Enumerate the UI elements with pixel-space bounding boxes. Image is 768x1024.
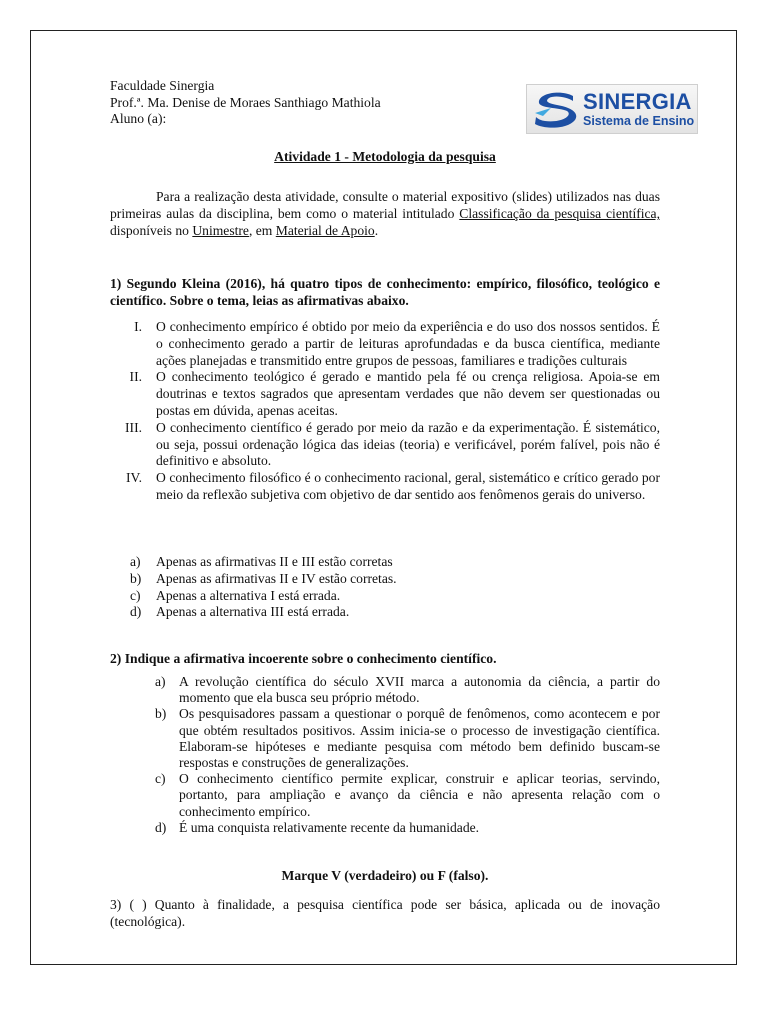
option-letter: b) [130, 570, 142, 586]
statement-item [110, 369, 660, 419]
statement-item [110, 319, 660, 369]
statement-number: III. [125, 419, 142, 435]
professor-name: Prof.ª. Ma. Denise de Moraes Santhiago Mathiola [110, 94, 381, 110]
option-text: Apenas as afirmativas II e III estão corretas [156, 554, 393, 569]
question-2-title: 2) Indique a afirmativa incoerente sobre o conhecimento científico. [110, 651, 497, 666]
option-text: É uma conquista relativamente recente da humanidade. [179, 819, 480, 835]
option-text: A revolução científica do século XVII marca a autonomia da ciência, a partir do momento que ela busca seu próprio método. [179, 674, 660, 706]
option-letter: a) [130, 554, 141, 569]
option-item[interactable] [155, 674, 660, 706]
option-item[interactable] [130, 571, 660, 588]
statement-text: O conhecimento científico é gerado por meio da razão e da experimentação. É sistemático, ou seja, possui ordenação lógica das ideias (teoria) e verificável, porém falível, pois não é definitivo e absoluto. [156, 419, 660, 469]
statement-number: II. [129, 369, 142, 385]
intro-text: disponíveis no [110, 223, 193, 238]
link-classificacao: Classificação da pesquisa científica, [459, 206, 660, 221]
option-letter: b) [155, 706, 167, 722]
statement-text: O conhecimento teológico é gerado e mantido pela fé ou crença religiosa. Apoia-se em doutrinas e textos sagrados que apresentam verdades que não devem ser questionadas ou postas em dúvida, apenas aceitas. [156, 369, 660, 418]
logo-title: SINERGIA [583, 89, 692, 114]
statement-item [110, 420, 660, 470]
option-text: Apenas a alternativa I está errada. [156, 587, 341, 603]
option-text: Apenas as afirmativas II e IV estão corretas. [156, 570, 397, 586]
statement-item [110, 470, 660, 504]
true-false-heading: Marque V (verdadeiro) ou F (falso). [281, 868, 489, 883]
option-item[interactable] [155, 706, 660, 771]
option-item[interactable] [130, 554, 660, 571]
option-text: O conhecimento científico permite explicar, construir e aplicar teorias, servindo, portanto, para ampliação e avanço da ciência e não apresenta relação com o conhecimento empírico. [179, 771, 660, 819]
option-item[interactable] [130, 588, 660, 605]
sinergia-logo [526, 84, 698, 134]
activity-title: Atividade 1 - Metodologia da pesquisa [274, 149, 496, 164]
option-item[interactable] [155, 771, 660, 820]
intro-text: Para a realização desta atividade, consulte o material expositivo (slides) utilizados nas duas primeiras aulas da disciplina, bem como o material intitulado [110, 189, 660, 221]
student-label: Aluno (a): [110, 111, 167, 126]
option-text: Apenas a alternativa III está errada. [156, 604, 350, 620]
option-letter: a) [155, 674, 166, 689]
sinergia-s-icon [533, 90, 579, 130]
option-letter: d) [130, 604, 142, 620]
option-item[interactable] [155, 820, 660, 836]
link-material-apoio: Material de Apoio [275, 223, 375, 238]
statement-text: O conhecimento filosófico é o conhecimento racional, geral, sistemático e crítico gerado por meio da reflexão subjetiva com objetivo de dar sentido aos fenômenos gerais do universo. [156, 470, 660, 502]
statement-number: I. [134, 319, 142, 334]
option-letter: c) [130, 587, 141, 603]
intro-text: , em [248, 223, 276, 238]
intro-paragraph [110, 188, 660, 239]
question-2-options [155, 674, 660, 836]
option-letter: d) [155, 819, 167, 835]
question-1-title: 1) Segundo Kleina (2016), há quatro tipos de conhecimento: empírico, filosófico, teológico e científico. Sobre o tema, leias as afirmativas abaixo. [110, 276, 660, 308]
option-text: Os pesquisadores passam a questionar o porquê de fenômenos, como acontecem e por que obtém resultados positivos. Assim inicia-se o processo de investigação científica. Elaboram-se hipóteses e mediante pesquisa com método bem definido buscam-se respostas e construções de generalizações. [179, 706, 660, 771]
statement-text: O conhecimento empírico é obtido por meio da experiência e do uso dos nossos sentidos. É o conhecimento gerado a partir de leituras aprofundadas e da busca científica, mediante ações planejadas e transmitido entre grupos de pessoas, familiares e tradições culturais [156, 319, 660, 368]
option-letter: c) [155, 771, 166, 787]
question-3-text: 3) ( ) Quanto à finalidade, a pesquisa científica pode ser básica, aplicada ou de inovação (tecnológica). [110, 897, 660, 929]
link-unimestre: Unimestre [192, 223, 249, 238]
question-1-statements [110, 319, 660, 504]
option-item[interactable] [130, 604, 660, 621]
institution-name: Faculdade Sinergia [110, 78, 215, 93]
logo-subtitle: Sistema de Ensino [583, 114, 695, 128]
question-1-options [130, 554, 660, 621]
statement-number: IV. [126, 470, 142, 486]
intro-text: . [374, 223, 379, 238]
